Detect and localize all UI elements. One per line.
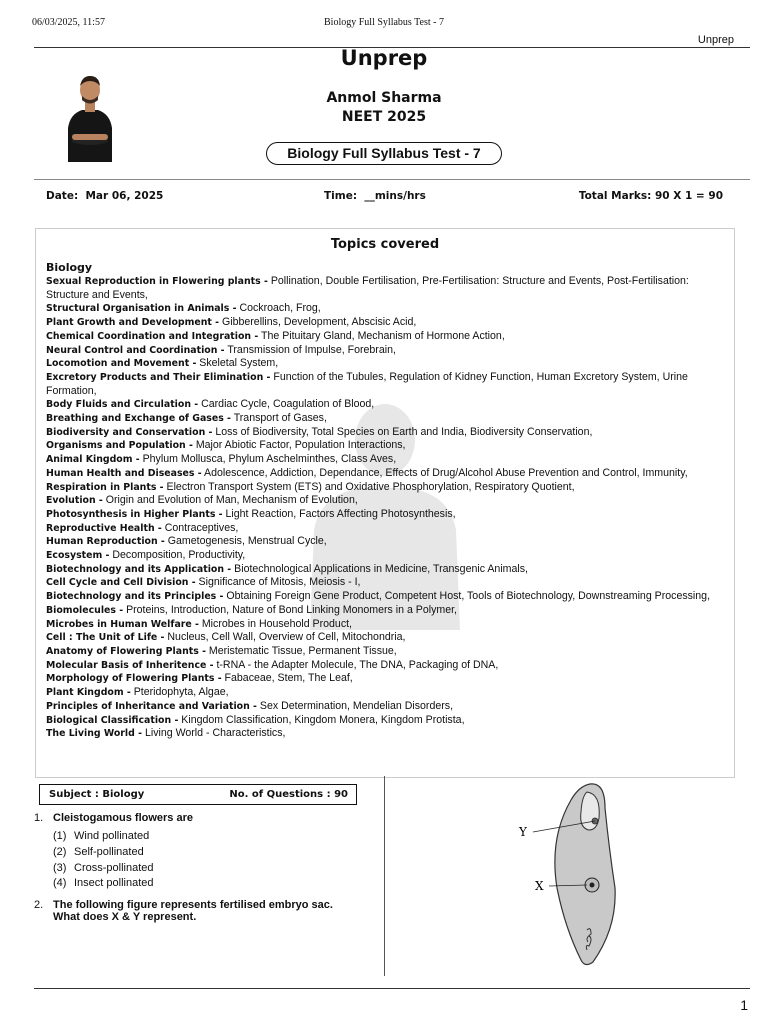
- topics-subject: Biology: [46, 261, 93, 274]
- topic-title: Evolution -: [46, 495, 103, 507]
- page-number: 1: [740, 997, 748, 1013]
- question-text-line1: The following figure represents fertilised embryo sac.: [53, 899, 333, 911]
- topic-item: [46, 398, 722, 412]
- topic-item: [46, 659, 722, 673]
- topic-title: Biotechnology and its Principles -: [46, 591, 224, 603]
- topic-item: [46, 439, 722, 453]
- option-text: Self-pollinated: [74, 846, 144, 858]
- topic-subtopics: Fabaceae, Stem, The Leaf,: [221, 672, 353, 685]
- topic-title: Respiration in Plants -: [46, 481, 164, 493]
- topic-title: Biological Classification -: [46, 714, 179, 726]
- question-text: Cleistogamous flowers are: [53, 812, 193, 824]
- topic-item: [46, 357, 722, 371]
- topic-subtopics: Microbes in Household Product,: [198, 617, 353, 630]
- question-2-line2: What does X & Y represent.: [53, 911, 197, 923]
- question-count: No. of Questions : 90: [229, 789, 348, 800]
- date-label: Date:: [46, 190, 79, 202]
- topic-title: Breathing and Exchange of Gases -: [46, 413, 231, 425]
- option-number: (1): [53, 830, 67, 842]
- topic-subtopics: Function of the Tubules, Regulation of Kidney Function, Human Excretory System, Urine Formation,: [46, 370, 688, 397]
- topic-title: Photosynthesis in Higher Plants -: [46, 508, 223, 520]
- topic-title: Molecular Basis of Inheritence -: [46, 659, 214, 671]
- topic-title: Chemical Coordination and Integration -: [46, 330, 259, 342]
- option-4: [53, 877, 154, 889]
- time-value: __mins/hrs: [364, 190, 426, 202]
- topic-item: [46, 426, 722, 440]
- topic-subtopics: Contraceptives,: [161, 521, 239, 534]
- topic-subtopics: Nucleus, Cell Wall, Overview of Cell, Mitochondria,: [164, 631, 406, 644]
- topic-title: Morphology of Flowering Plants -: [46, 673, 222, 685]
- date-value: Mar 06, 2025: [85, 190, 164, 202]
- topic-title: Plant Growth and Development -: [46, 317, 220, 329]
- topic-title: Organisms and Population -: [46, 440, 193, 452]
- column-divider: [384, 776, 385, 976]
- topic-item: [46, 590, 722, 604]
- topic-subtopics: The Pituitary Gland, Mechanism of Hormone Action,: [258, 329, 505, 342]
- option-number: (2): [53, 846, 67, 858]
- topic-subtopics: Phylum Mollusca, Phylum Aschelminthes, Class Aves,: [139, 453, 397, 466]
- embryo-sac-figure: [505, 778, 635, 968]
- topic-subtopics: Transmission of Impulse, Forebrain,: [224, 343, 396, 356]
- topic-subtopics: Proteins, Introduction, Nature of Bond Linking Monomers in a Polymer,: [123, 603, 457, 616]
- topic-title: Anatomy of Flowering Plants -: [46, 645, 206, 657]
- question-number: 2.: [34, 899, 44, 911]
- topic-item: [46, 412, 722, 426]
- topic-item: [46, 672, 722, 686]
- topic-item: [46, 494, 722, 508]
- topic-subtopics: Biotechnological Applications in Medicine, Transgenic Animals,: [231, 562, 528, 575]
- topic-subtopics: Decomposition, Productivity,: [109, 549, 246, 562]
- test-title-badge: Biology Full Syllabus Test - 7: [266, 142, 502, 165]
- topic-title: Cell : The Unit of Life -: [46, 632, 165, 644]
- brand-title: Unprep: [340, 46, 428, 70]
- topic-title: Animal Kingdom -: [46, 454, 140, 466]
- topic-title: Locomotion and Movement -: [46, 358, 197, 370]
- question-number: 1.: [34, 812, 44, 824]
- topics-list: [46, 275, 722, 741]
- topic-item: [46, 522, 722, 536]
- topic-item: [46, 631, 722, 645]
- time-field: [324, 190, 426, 202]
- topics-panel: [35, 228, 735, 778]
- topic-item: [46, 275, 722, 302]
- label-y: Y: [519, 825, 527, 839]
- label-x: X: [535, 879, 544, 893]
- topic-subtopics: Cockroach, Frog,: [236, 302, 321, 315]
- topic-item: [46, 330, 722, 344]
- print-doc-title: Biology Full Syllabus Test - 7: [324, 17, 444, 28]
- topic-subtopics: Adolescence, Addiction, Dependance, Effects of Drug/Alcohol Abuse Prevention and Control, Immunity,: [201, 466, 688, 479]
- topic-subtopics: Kingdom Classification, Kingdom Monera, Kingdom Protista,: [178, 713, 465, 726]
- topic-subtopics: Pollination, Double Fertilisation, Pre-Fertilisation: Structure and Events, Post-Fertilisation: Structure and Events,: [46, 275, 689, 301]
- topic-item: [46, 576, 722, 590]
- question-2: [34, 899, 333, 911]
- topic-subtopics: t-RNA - the Adapter Molecule, The DNA, Packaging of DNA,: [213, 658, 499, 671]
- question-1: [34, 812, 193, 824]
- topic-title: Neural Control and Coordination -: [46, 344, 225, 356]
- topic-item: [46, 645, 722, 659]
- subject-label: Subject : Biology: [49, 789, 145, 800]
- topic-title: Ecosystem -: [46, 550, 110, 562]
- topic-subtopics: Gibberellins, Development, Abscisic Acid,: [219, 316, 417, 329]
- topic-item: [46, 302, 722, 316]
- footer-rule: [34, 988, 750, 989]
- topic-subtopics: Cardiac Cycle, Coagulation of Blood,: [198, 398, 375, 411]
- topic-subtopics: Light Reaction, Factors Affecting Photosynthesis,: [222, 507, 456, 520]
- topic-subtopics: Loss of Biodiversity, Total Species on Earth and India, Biodiversity Conservation,: [212, 425, 593, 438]
- topic-item: [46, 714, 722, 728]
- topic-subtopics: Electron Transport System (ETS) and Oxidative Phosphorylation, Respiratory Quotient,: [163, 480, 575, 493]
- topic-title: Structural Organisation in Animals -: [46, 303, 237, 315]
- topic-item: [46, 316, 722, 330]
- option-number: (4): [53, 877, 67, 889]
- topic-title: Biomolecules -: [46, 604, 124, 616]
- topic-item: [46, 549, 722, 563]
- print-brand: Unprep: [697, 34, 734, 46]
- topic-title: Biodiversity and Conservation -: [46, 426, 213, 438]
- topic-subtopics: Meristematic Tissue, Permanent Tissue,: [205, 644, 397, 657]
- topic-subtopics: Gametogenesis, Menstrual Cycle,: [164, 535, 327, 548]
- topics-heading: Topics covered: [330, 237, 440, 252]
- topic-item: [46, 371, 722, 398]
- option-3: [53, 862, 153, 874]
- topic-item: [46, 467, 722, 481]
- topic-item: [46, 535, 722, 549]
- option-text: Insect pollinated: [74, 877, 154, 889]
- topic-item: [46, 686, 722, 700]
- topic-subtopics: Transport of Gases,: [230, 412, 327, 425]
- topic-item: [46, 700, 722, 714]
- topic-item: [46, 604, 722, 618]
- topic-item: [46, 344, 722, 358]
- teacher-name: Anmol Sharma: [326, 90, 442, 106]
- topic-subtopics: Obtaining Foreign Gene Product, Competent Host, Tools of Biotechnology, Downstreaming Processing,: [223, 590, 711, 603]
- topic-title: Body Fluids and Circulation -: [46, 399, 199, 411]
- option-text: Wind pollinated: [74, 830, 150, 842]
- topic-title: Reproductive Health -: [46, 522, 162, 534]
- topic-title: Human Health and Diseases -: [46, 467, 202, 479]
- topic-item: [46, 453, 722, 467]
- subject-box: [39, 784, 357, 805]
- topic-title: Cell Cycle and Cell Division -: [46, 577, 196, 589]
- date-field: [46, 190, 163, 202]
- topic-subtopics: Living World - Characteristics,: [142, 727, 286, 740]
- meta-rule: [34, 179, 750, 180]
- topic-title: Microbes in Human Welfare -: [46, 618, 199, 630]
- option-text: Cross-pollinated: [74, 862, 154, 874]
- exam-name: NEET 2025: [341, 109, 427, 125]
- topic-subtopics: Sex Determination, Mendelian Disorders,: [256, 699, 454, 712]
- topic-item: [46, 481, 722, 495]
- topic-title: The Living World -: [46, 728, 143, 740]
- topic-subtopics: Significance of Mitosis, Meiosis - I,: [195, 576, 361, 589]
- option-number: (3): [53, 862, 67, 874]
- topic-title: Human Reproduction -: [46, 536, 165, 548]
- topic-title: Biotechnology and its Application -: [46, 563, 232, 575]
- option-1: [53, 830, 149, 842]
- topic-title: Principles of Inheritance and Variation -: [46, 700, 257, 712]
- topic-item: [46, 618, 722, 632]
- topic-subtopics: Skeletal System,: [196, 357, 279, 370]
- option-2: [53, 846, 144, 858]
- topic-subtopics: Major Abiotic Factor, Population Interactions,: [192, 439, 406, 452]
- topic-title: Plant Kingdom -: [46, 687, 131, 699]
- print-datetime: 06/03/2025, 11:57: [32, 17, 105, 28]
- topic-title: Excretory Products and Their Elimination -: [46, 371, 271, 383]
- topic-title: Sexual Reproduction in Flowering plants -: [46, 276, 268, 287]
- teacher-block: [0, 89, 768, 127]
- topic-item: [46, 727, 722, 741]
- topic-item: [46, 508, 722, 522]
- topic-subtopics: Pteridophyta, Algae,: [130, 686, 229, 699]
- time-label: Time:: [324, 190, 358, 202]
- topic-subtopics: Origin and Evolution of Man, Mechanism of Evolution,: [102, 494, 358, 507]
- topic-item: [46, 563, 722, 577]
- total-marks: Total Marks: 90 X 1 = 90: [578, 190, 723, 202]
